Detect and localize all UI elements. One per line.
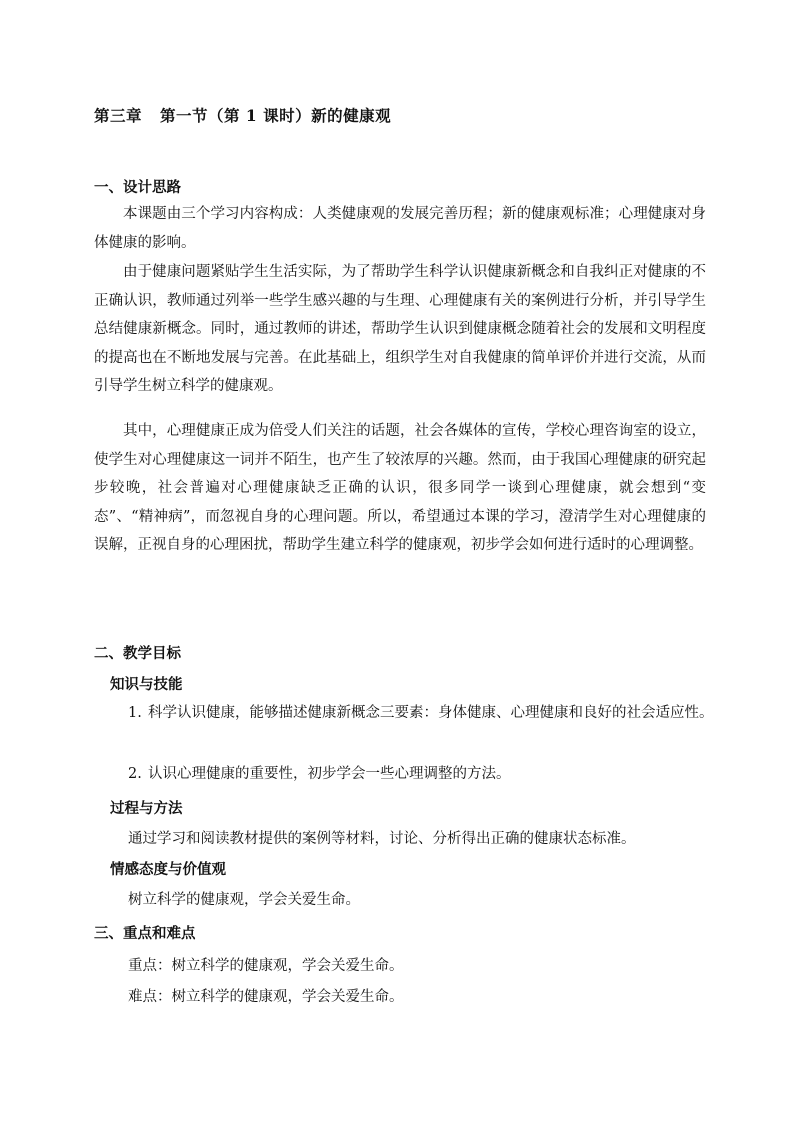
chapter-label: 第三章 [94,106,143,125]
keypoints-heading: 三、重点和难点 [94,925,196,942]
design-paragraph-1: 本课题由三个学习内容构成：人类健康观的发展完善历程；新的健康观标准；心理健康对身体健康的影响。 [94,206,706,251]
difficult-point-text: 难点：树立科学的健康观，学会关爱生命。 [128,989,404,1005]
objective-item-2-number: 2. [128,766,142,782]
process-methods-label: 过程与方法 [110,800,183,817]
objective-item-1-text: 科学认识健康，能够描述健康新概念三要素：身体健康、心理健康和良好的社会适应性。 [148,705,714,721]
objective-item-2 [128,760,726,789]
knowledge-skills-label: 知识与技能 [110,676,183,693]
document-title [94,104,391,126]
design-paragraph-2: 由于健康问题紧贴学生生活实际，为了帮助学生科学认识健康新概念和自我纠正对健康的不正确认识，教师通过列举一些学生感兴趣的与生理、心理健康有关的案例进行分析，并引导学生总结健康新概念。同时，通过教师的讲述，帮助学生认识到健康概念随着社会的发展和文明程度的提高也在不断地发展与完善。在此基础上，组织学生对自我健康的简单评价并进行交流，从而引导学生树立科学的健康观。 [94,264,706,395]
key-point-text: 重点：树立科学的健康观，学会关爱生命。 [128,958,404,974]
objectives-heading: 二、教学目标 [94,645,181,662]
design-paragraph-3: 其中，心理健康正成为倍受人们关注的话题，社会各媒体的宣传，学校心理咨询室的设立，使学生对心理健康这一词并不陌生，也产生了较浓厚的兴趣。然而，由于我国心理健康的研究起步较晚，社会普遍对心理健康缺乏正确的认识，很多同学一谈到心理健康，就会想到“变态”、“精神病”，而忽视自身的心理问题。所以，希望通过本课的学习，澄清学生对心理健康的误解，正视自身的心理困扰，帮助学生建立科学的健康观，初步学会如何进行适时的心理调整。 [94,423,706,554]
section-label: 第一节（第 1 课时）新的健康观 [160,106,392,125]
design-heading: 一、设计思路 [94,179,181,196]
objective-item-1-number: 1. [128,705,142,721]
process-methods-text: 通过学习和阅读教材提供的案例等材料，讨论、分析得出正确的健康状态标准。 [128,831,636,847]
objective-item-1 [128,699,726,728]
objective-item-2-text: 认识心理健康的重要性，初步学会一些心理调整的方法。 [148,766,511,782]
attitude-values-text: 树立科学的健康观，学会关爱生命。 [128,892,360,908]
attitude-values-label: 情感态度与价值观 [110,861,226,878]
